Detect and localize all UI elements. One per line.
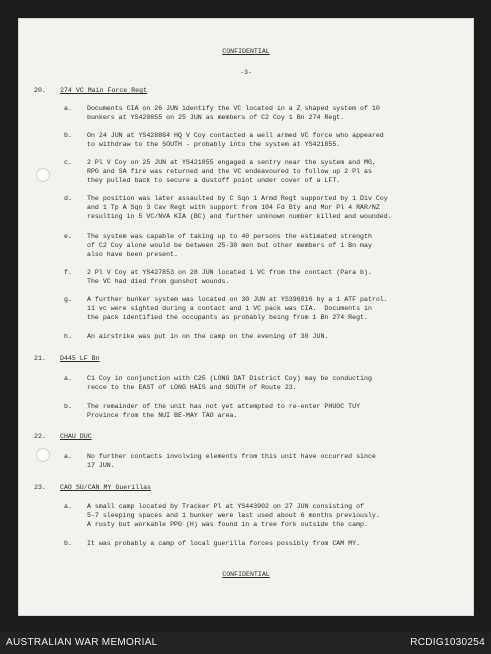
item-line: the pack identified the occupants as probably being from 1 Bn 274 Regt. — [87, 314, 368, 321]
header-classification: CONFIDENTIAL — [222, 48, 270, 55]
section-number: 22. — [34, 433, 46, 440]
item-line: 17 JUN. — [87, 462, 115, 469]
item-line: RPG and SA fire was returned and the VC endeavoured to follow up 2 Pl as — [87, 168, 372, 175]
item-line: It was probably a camp of local guerilla forces possibly from CAM MY. — [87, 540, 361, 547]
item-line: A rusty but workable PPG (H) was found in a tree fork outside the camp. — [87, 521, 368, 528]
item-letter: g. — [64, 296, 72, 303]
item-line: and 1 Tp A Sqn 3 Cav Regt with support from 104 Fd Bty and Mor Pl 4 RAR/NZ — [87, 204, 380, 211]
item-line: recce to the EAST of LONG HAIS and SOUTH of Route 23. — [87, 384, 297, 391]
punch-hole — [36, 168, 50, 182]
item-line: A small camp located by Tracker Pl at YS443902 on 27 JUN consisting of — [87, 503, 364, 510]
item-line: An airstrike was put in on the camp on the evening of 30 JUN. — [87, 333, 329, 340]
section-title: CHAU DUC — [60, 433, 92, 440]
section-title: CAO SU/CAN MY Guerillas — [60, 484, 152, 491]
item-line: 11 vc were sighted during a contact and 1 VC pack was CIA. Documents in — [87, 305, 372, 312]
section-number: 20. — [34, 87, 46, 94]
item-line: Documents CIA on 26 JUN identify the VC located in a Z shaped system of 10 — [87, 105, 380, 112]
item-line: to withdraw to the SOUTH - probably into the system at YS421855. — [87, 141, 341, 148]
section-number: 21. — [34, 355, 46, 362]
archive-footer-bar — [0, 632, 491, 654]
item-letter: a. — [64, 503, 72, 510]
item-letter: d. — [64, 195, 72, 202]
item-line: 5-7 sleeping spaces and 1 bunker were last used about 6 months previously. — [87, 512, 380, 519]
section-title: 274 VC Main Force Regt — [60, 87, 148, 94]
item-line: 2 Pl V Coy on 25 JUN at YS421855 engaged a sentry near the system and MG, — [87, 159, 376, 166]
item-line: On 24 JUN at YS428864 HQ V Coy contacted a well armed VC force who appeared — [87, 132, 384, 139]
item-line: 2 Pl V Coy at YS427853 on 28 JUN located 1 VC from the contact (Para b). — [87, 269, 372, 276]
item-letter: h. — [64, 333, 72, 340]
item-letter: e. — [64, 233, 72, 240]
item-line: bunkers at YS420855 on 25 JUN as members of C2 Coy 1 Bn 274 Regt. — [87, 114, 345, 121]
item-line: The position was later assaulted by C Sqn 1 Armd Regt supported by 1 Div Coy — [87, 195, 388, 202]
item-line: No further contacts involving elements from this unit have occurred since — [87, 453, 376, 460]
archive-name: AUSTRALIAN WAR MEMORIAL — [6, 637, 158, 648]
item-letter: a. — [64, 453, 72, 460]
item-line: The VC had died from gunshot wounds. — [87, 278, 230, 285]
item-line: also have been present. — [87, 251, 179, 258]
item-letter: b. — [64, 132, 72, 139]
item-letter: b. — [64, 403, 72, 410]
archive-id: RCDIG1030254 — [410, 637, 485, 648]
section-number: 23. — [34, 484, 46, 491]
item-letter: b. — [64, 540, 72, 547]
item-line: The remainder of the unit has not yet attempted to re-enter PHUOC TUY — [87, 403, 361, 410]
item-line: resulting in 5 VC/NVA KIA (BC) and further unknown number killed and wounded. — [87, 213, 392, 220]
item-letter: a. — [64, 105, 72, 112]
page-number: -3- — [240, 69, 252, 76]
item-line: of C2 Coy alone would be between 25-30 men but other members of 1 Bn may — [87, 242, 372, 249]
item-line: C1 Coy in conjunction with C25 (LONG DAT District Coy) may be conducting — [87, 375, 372, 382]
footer-classification: CONFIDENTIAL — [222, 571, 270, 578]
punch-hole — [36, 448, 50, 462]
item-line: A further bunker system was located on 30 JUN at YS396916 by a 1 ATF patrol. — [87, 296, 388, 303]
item-line: The system was capable of taking up to 40 persons the estimated strength — [87, 233, 372, 240]
item-letter: a. — [64, 375, 72, 382]
item-letter: f. — [64, 269, 72, 276]
section-title: D445 LF Bn — [60, 355, 100, 362]
item-line: they pulled back to secure a dustoff point under cover of a LFT. — [87, 177, 341, 184]
item-letter: c. — [64, 159, 72, 166]
document-page — [18, 18, 474, 616]
item-line: Province from the NUI BE-MAY TAO area. — [87, 412, 238, 419]
